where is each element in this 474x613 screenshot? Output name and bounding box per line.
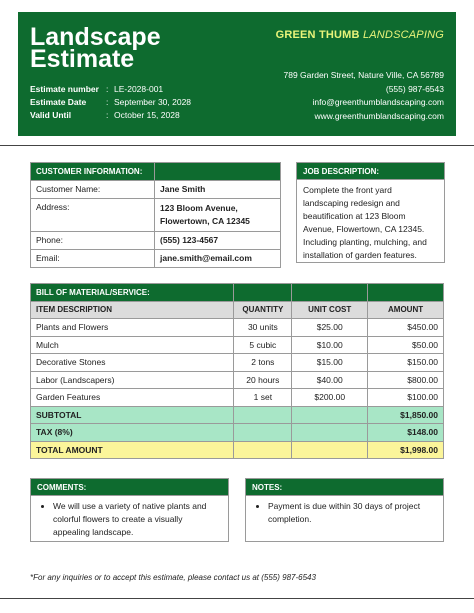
column-header: ITEM DESCRIPTION [31,301,234,319]
item-description: Plants and Flowers [31,319,234,337]
meta-value: October 15, 2028 [114,110,180,120]
meta-value: LE-2028-001 [114,84,164,94]
item-quantity: 5 cubic [234,336,292,354]
item-amount: $150.00 [368,354,444,372]
address-line: 123 Bloom Avenue, [160,203,238,213]
meta-value: September 30, 2028 [114,97,192,107]
tax-label: TAX (8%) [31,424,234,442]
item-quantity: 2 tons [234,354,292,372]
address-line: Flowertown, CA 12345 [160,216,250,226]
list-item: • Payment is due within 30 days of project completion. [268,500,433,526]
notes-section [245,478,444,542]
item-unit-cost: $200.00 [292,389,368,407]
footer-note: *For any inquiries or to accept this estimate, please contact us at (555) 987-6543 [30,573,316,582]
bill-table [30,283,444,459]
total-value: $1,998.00 [368,441,444,459]
total-row [31,441,444,459]
company-address: 789 Garden Street, Nature Ville, CA 56789 [283,70,444,80]
subtotal-label: SUBTOTAL [31,406,234,424]
comments-section [30,478,229,542]
customer-info-section [30,162,281,268]
customer-address [155,199,281,232]
column-header: AMOUNT [368,301,444,319]
bill-heading-fill [292,284,368,302]
customer-label: Email: [31,250,155,268]
subtotal-row [31,406,444,424]
total-label: TOTAL AMOUNT [31,441,234,459]
divider-top [0,145,474,146]
item-quantity: 20 hours [234,371,292,389]
bill-column-headers [31,301,444,319]
customer-phone: (555) 123-4567 [155,232,281,250]
page-title [30,23,161,73]
item-description: Labor (Landscapers) [31,371,234,389]
job-description-section [296,162,445,263]
meta-row [30,83,191,96]
notes-list [246,496,443,530]
item-description: Garden Features [31,389,234,407]
table-row [31,389,444,407]
title-line-1: Landscape [30,23,161,51]
customer-heading-fill [155,163,281,181]
customer-name: Jane Smith [155,181,281,199]
meta-row [30,109,191,122]
item-amount: $50.00 [368,336,444,354]
customer-label: Customer Name: [31,181,155,199]
item-description: Decorative Stones [31,354,234,372]
item-unit-cost: $15.00 [292,354,368,372]
comments-list [31,496,228,543]
estimate-meta [30,83,191,122]
tax-value: $148.00 [368,424,444,442]
company-phone: (555) 987-6543 [385,83,444,94]
meta-label: Valid Until [30,110,72,120]
column-header: UNIT COST [292,301,368,319]
divider-bottom [0,598,474,599]
bill-heading-fill [368,284,444,302]
item-amount: $450.00 [368,319,444,337]
bill-heading-row [31,284,444,302]
subtotal-value: $1,850.00 [368,406,444,424]
table-row [31,354,444,372]
item-unit-cost: $10.00 [292,336,368,354]
list-item: • We will use a variety of native plants and colorful flowers to create a visually appealing landscape. [53,500,218,539]
table-row [31,336,444,354]
tax-row [31,424,444,442]
notes-heading: NOTES: [246,479,443,496]
meta-row [30,96,191,109]
meta-separator: : [106,110,109,120]
comments-heading: COMMENTS: [31,479,228,496]
item-unit-cost: $40.00 [292,371,368,389]
customer-label: Phone: [31,232,155,250]
company-website: www.greenthumblandscaping.com [314,110,444,121]
item-amount: $100.00 [368,389,444,407]
table-row [31,371,444,389]
title-line-2: Estimate [30,45,135,73]
item-quantity: 30 units [234,319,292,337]
meta-separator: : [106,97,109,107]
item-amount: $800.00 [368,371,444,389]
item-description: Mulch [31,336,234,354]
estimate-header [18,12,456,136]
job-heading: JOB DESCRIPTION: [297,163,444,180]
bill-heading: BILL OF MATERIAL/SERVICE: [31,284,234,302]
item-quantity: 1 set [234,389,292,407]
bill-heading-fill [234,284,292,302]
job-description-text: Complete the front yard landscaping redesign and beautification at 123 Bloom Avenue, Flowertown, CA 12345. Including planting, mulching, and installation of garden features. [303,185,427,260]
meta-label: Estimate Date [30,97,87,107]
customer-heading: CUSTOMER INFORMATION: [31,163,155,181]
customer-email: jane.smith@email.com [155,250,281,268]
table-row [31,319,444,337]
brand-italic: LANDSCAPING [362,29,444,41]
column-header: QUANTITY [234,301,292,319]
company-contact [284,69,445,123]
meta-label: Estimate number [30,84,99,94]
company-email: info@greenthumblandscaping.com [312,97,444,107]
meta-separator: : [106,84,109,94]
item-unit-cost: $25.00 [292,319,368,337]
brand-bold: GREEN THUMB [275,29,360,41]
brand-name [276,29,444,41]
customer-label: Address: [31,199,155,232]
